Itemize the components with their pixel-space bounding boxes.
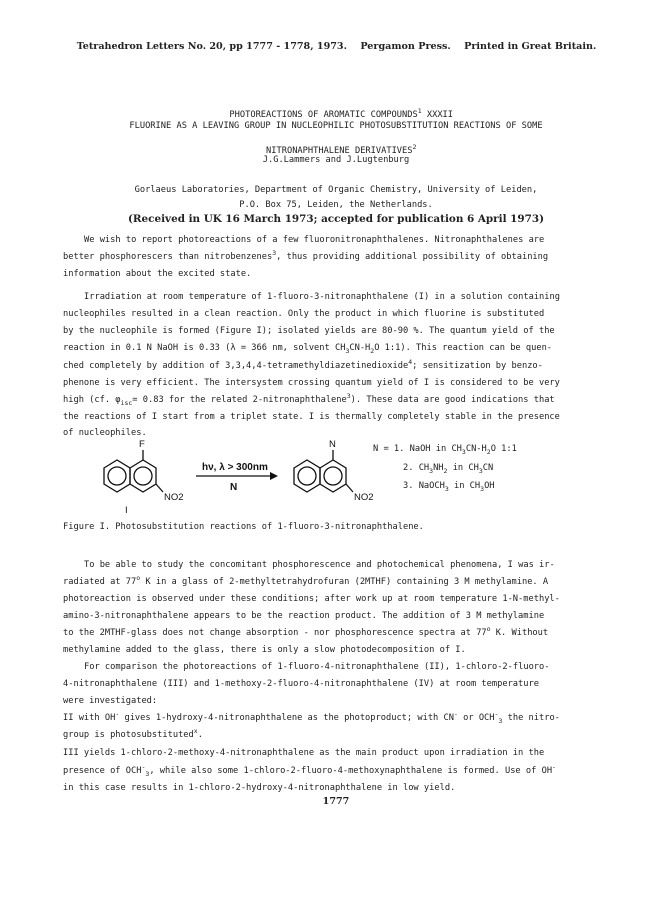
- para3-line-5: to the 2MTHF-glass does not change absorption - nor phosphorescence spectra at 77$^o$ K. Without: [63, 625, 549, 638]
- product-naphthalene: [294, 450, 353, 492]
- para1-line-2: better phosphorescers than nitrobenzenes$^3$, thus providing additional possibility of obtaining: [63, 249, 549, 262]
- para3-line-1: To be able to study the concomitant phosphorescence and photochemical phenomena, I was ir-: [84, 560, 555, 570]
- title-line-3: NITRONAPHTHALENE DERIVATIVES$^2$: [266, 143, 417, 156]
- para4-line-4: II with OH- gives 1-hydroxy-4-nitronaphthalene as the photoproduct; with CN- or $OCH^-_3$ the nitro-: [63, 710, 560, 725]
- para4-line-6: III yields 1-chloro-2-methoxy-4-nitronaphthalene as the main product upon irradiation in the: [63, 748, 545, 758]
- para2-line-7: high (cf. $\varphi_{isc}= 0.83$ for the related 2-nitronaphthalene$^3$). These data are good indications that: [63, 392, 555, 407]
- condition-3: 3. NaOCH$_3$ in $CH_3OH$: [403, 481, 495, 493]
- para2-line-3: by the nucleophile is formed (Figure I); isolated yields are 80-90 %. The quantum yield of the: [63, 326, 555, 336]
- journal-header: [70, 32, 596, 52]
- printed-in: Printed in Great Britain.: [464, 41, 597, 52]
- para2-line-2: nucleophiles resulted in a clean reaction. Only the product in which fluorine is substituted: [63, 309, 545, 319]
- reaction-arrow: [196, 472, 278, 480]
- para2-line-6: phenone is very efficient. The intersystem crossing quantum yield of I is considered to be very: [63, 378, 560, 388]
- condition-2: 2. $CH_3NH_2$ in $CH_3CN$: [403, 463, 494, 475]
- para1-line-1: We wish to report photoreactions of a few fluoronitronaphthalenes. Nitronaphthalenes are: [84, 235, 545, 245]
- page-number: 1777: [322, 796, 350, 807]
- reactant-fluorine: F: [139, 439, 145, 450]
- journal-citation: Tetrahedron Letters No. 20, pp 1777 - 1778, 1973.: [76, 41, 347, 52]
- para4-line-1: For comparison the photoreactions of 1-fluoro-4-nitronaphthalene (II), 1-chloro-2-fluoro-: [84, 662, 550, 672]
- publisher: Pergamon Press.: [360, 41, 451, 52]
- product-nucleophile: N: [329, 439, 336, 450]
- para2-line-9: of nucleophiles.: [63, 428, 147, 438]
- compound-label-I: I: [125, 505, 128, 516]
- affiliation-line-1: Gorlaeus Laboratories, Department of Organic Chemistry, University of Leiden,: [134, 185, 538, 195]
- authors: J.G.Lammers and J.Lugtenburg: [262, 155, 410, 165]
- para3-line-3: photoreaction is observed under these conditions; after work up at room temperature 1-N-methyl-: [63, 594, 560, 604]
- para3-line-4: amino-3-nitronaphthalene appears to be the reaction product. The addition of 3 M methylamine: [63, 611, 545, 621]
- para2-line-5: ched completely by addition of 3,3,4,4-tetramethyldiazetinedioxide$^4$; sensitization by benzo-: [63, 358, 543, 371]
- para1-line-3: information about the excited state.: [63, 269, 252, 279]
- para2-line-8: the reactions of I start from a triplet state. I is thermally completely stable in the presence: [63, 412, 560, 422]
- para2-line-1: Irradiation at room temperature of 1-fluoro-3-nitronaphthalene (I) in a solution containing: [84, 292, 560, 302]
- para4-line-5: group is photosubstituted$^x$.: [63, 727, 203, 740]
- reactant-naphthalene: [104, 450, 163, 492]
- received-dates: (Received in UK 16 March 1973; accepted for publication 6 April 1973): [128, 213, 544, 225]
- para4-line-7: presence of $OCH^-_3$, while also some 1-chloro-2-fluoro-4-methoxynaphthalene is formed. Use of OH-: [63, 763, 556, 778]
- arrow-nucleophile: N: [230, 482, 238, 493]
- title-line-2: FLUORINE AS A LEAVING GROUP IN NUCLEOPHILIC PHOTOSUBSTITUTION REACTIONS OF SOME: [129, 121, 543, 131]
- affiliation-line-2: P.O. Box 75, Leiden, the Netherlands.: [239, 200, 433, 210]
- figure-caption: Figure I. Photosubstitution reactions of 1-fluoro-3-nitronaphthalene.: [63, 522, 424, 532]
- para4-line-2: 4-nitronaphthalene (III) and 1-methoxy-2-fluoro-4-nitronaphthalene (IV) at room temperature: [63, 679, 539, 689]
- para3-line-2: radiated at 77$^o$ K in a glass of 2-methyltetrahydrofuran (2MTHF) containing 3 M methylamine. A: [63, 574, 549, 587]
- para4-line-3: were investigated:: [63, 696, 158, 706]
- reactant-nitro: NO2: [164, 492, 184, 503]
- reaction-scheme: [84, 436, 604, 516]
- product-nitro: NO2: [354, 492, 374, 503]
- para4-line-8: in this case results in 1-chloro-2-hydroxy-4-nitronaphthalene in low yield.: [63, 783, 456, 793]
- para3-line-6: methylamine added to the glass, there is only a slow photodecomposition of I.: [63, 645, 466, 655]
- arrow-conditions: hν, λ > 300nm: [202, 462, 268, 473]
- title-line-1: PHOTOREACTIONS OF AROMATIC COMPOUNDS$^1$ XXXII: [229, 107, 454, 120]
- condition-1: N = 1. NaOH in $CH_3CN-H_2O$ 1:1: [373, 444, 517, 456]
- para2-line-4: reaction in 0.1 N NaOH is 0.33 (λ = 366 nm, solvent $CH_3CN-H_2O$ 1:1). This reaction can be quen-: [63, 343, 553, 355]
